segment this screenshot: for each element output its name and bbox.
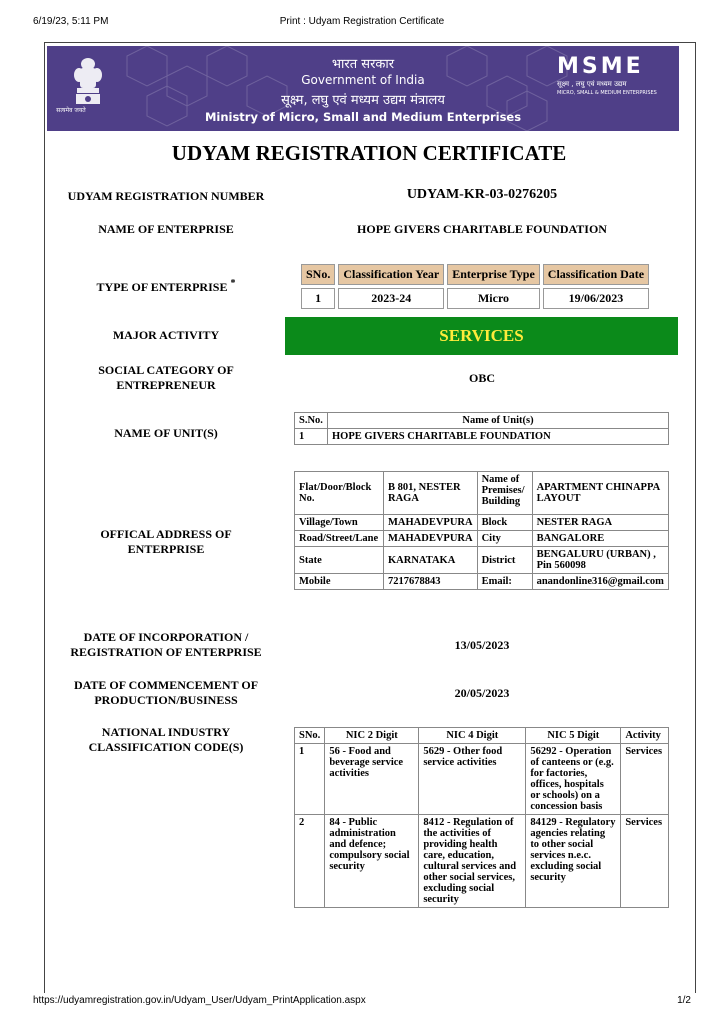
type-cell-date: 19/06/2023 [543, 288, 649, 309]
addr-district-label: District [477, 547, 532, 574]
type-header-type: Enterprise Type [447, 264, 540, 285]
table-row [295, 472, 669, 515]
addr-district-value: BENGALURU (URBAN) , Pin 560098 [532, 547, 668, 574]
social-category-label [51, 363, 281, 393]
table-row [295, 574, 669, 590]
msme-logo-english: MICRO, SMALL & MEDIUM ENTERPRISES [557, 90, 657, 96]
addr-flat-label: Flat/Door/Block No. [295, 472, 384, 515]
addr-village-label: Village/Town [295, 515, 384, 531]
type-header-date: Classification Date [543, 264, 649, 285]
print-page-number: 1/2 [677, 995, 691, 1006]
reg-number-label: UDYAM REGISTRATION NUMBER [67, 189, 265, 203]
units-cell-name: HOPE GIVERS CHARITABLE FOUNDATION [328, 429, 669, 445]
table-row [295, 531, 669, 547]
msme-logo [557, 55, 667, 97]
type-label [51, 276, 281, 295]
address-label-line1: OFFICAL ADDRESS OF [100, 527, 232, 541]
incorporation-label-line1: DATE OF INCORPORATION / [83, 630, 249, 644]
social-category-label-line2: ENTREPRENEUR [116, 378, 216, 392]
msme-logo-hindi: सूक्ष्म , लघु एवं मध्यम उद्यम [557, 80, 627, 88]
banner-line-hindi-1: भारत सरकार [331, 57, 395, 72]
social-category-value: OBC [468, 371, 495, 385]
units-header-name: Name of Unit(s) [328, 413, 669, 429]
addr-city-value: BANGALORE [532, 531, 668, 547]
units-table [294, 412, 669, 445]
addr-road-value: MAHADEVPURA [384, 531, 478, 547]
table-row [301, 288, 649, 309]
type-cell-type: Micro [447, 288, 540, 309]
commencement-label [51, 678, 281, 708]
commencement-date: 20/05/2023 [454, 686, 510, 700]
social-category-label-line1: SOCIAL CATEGORY OF [98, 363, 234, 377]
addr-state-value: KARNATAKA [384, 547, 478, 574]
type-header-year: Classification Year [338, 264, 444, 285]
addr-block-label: Block [477, 515, 532, 531]
commencement-label-line1: DATE OF COMMENCEMENT OF [73, 678, 259, 692]
units-table-header [295, 413, 669, 429]
table-row [295, 744, 669, 815]
nic-cell-2digit: 56 - Food and beverage service activities [325, 744, 419, 815]
incorporation-label [51, 630, 281, 660]
enterprise-name-value: HOPE GIVERS CHARITABLE FOUNDATION [357, 222, 607, 236]
type-asterisk: * [230, 278, 236, 289]
units-label: NAME OF UNIT(S) [114, 426, 218, 440]
nic-header-2digit: NIC 2 Digit [325, 728, 419, 744]
address-table [294, 471, 669, 590]
type-header-sno: SNo. [301, 264, 335, 285]
units-cell-sno: 1 [295, 429, 328, 445]
table-row [295, 815, 669, 908]
nic-header-sno: SNo. [295, 728, 325, 744]
units-header-sno: S.No. [295, 413, 328, 429]
emblem-caption: सत्यमेव जयते [56, 107, 86, 114]
nic-table-header [295, 728, 669, 744]
table-row [295, 429, 669, 445]
incorporation-date: 13/05/2023 [454, 638, 510, 652]
nic-cell-2digit: 84 - Public administration and defence; compulsory social security [325, 815, 419, 908]
addr-mobile-label: Mobile [295, 574, 384, 590]
nic-cell-activity: Services [621, 815, 669, 908]
commencement-label-line2: PRODUCTION/BUSINESS [94, 693, 238, 707]
table-row [295, 547, 669, 574]
nic-label [51, 725, 281, 755]
nic-label-line1: NATIONAL INDUSTRY [101, 725, 231, 739]
type-cell-sno: 1 [301, 288, 335, 309]
nic-label-line2: CLASSIFICATION CODE(S) [88, 740, 244, 754]
nic-header-activity: Activity [621, 728, 669, 744]
major-activity-value: SERVICES [285, 317, 678, 355]
nic-cell-5digit: 56292 - Operation of canteens or (e.g. for factories, offices, hospitals or schools) on a concession basis [526, 744, 621, 815]
msme-logo-text: MSME [557, 54, 644, 79]
type-cell-year: 2023-24 [338, 288, 444, 309]
nic-header-5digit: NIC 5 Digit [526, 728, 621, 744]
nic-cell-sno: 1 [295, 744, 325, 815]
nic-cell-sno: 2 [295, 815, 325, 908]
addr-road-label: Road/Street/Lane [295, 531, 384, 547]
type-table [298, 261, 652, 312]
reg-number-value: UDYAM-KR-03-0276205 [406, 187, 558, 202]
addr-village-value: MAHADEVPURA [384, 515, 478, 531]
addr-email-label: Email: [477, 574, 532, 590]
nic-cell-activity: Services [621, 744, 669, 815]
nic-cell-4digit: 8412 - Regulation of the activities of providing health care, education, cultural services and other social services, excluding social security [419, 815, 526, 908]
type-table-header [301, 264, 649, 285]
addr-email-value: anandonline316@gmail.com [532, 574, 668, 590]
table-row [295, 515, 669, 531]
enterprise-name-label: NAME OF ENTERPRISE [98, 222, 234, 236]
addr-premises-label: Name of Premises/ Building [477, 472, 532, 515]
addr-state-label: State [295, 547, 384, 574]
addr-premises-value: APARTMENT CHINAPPA LAYOUT [532, 472, 668, 515]
major-activity-label: MAJOR ACTIVITY [112, 328, 220, 342]
nic-cell-5digit: 84129 - Regulatory agencies relating to other social services n.e.c. excluding social security [526, 815, 621, 908]
print-datetime: 6/19/23, 5:11 PM [33, 16, 109, 27]
certificate-title: UDYAM REGISTRATION CERTIFICATE [171, 141, 567, 165]
print-url: https://udyamregistration.gov.in/Udyam_User/Udyam_PrintApplication.aspx [33, 995, 366, 1006]
addr-flat-value: B 801, NESTER RAGA [384, 472, 478, 515]
print-title: Print : Udyam Registration Certificate [279, 16, 445, 27]
type-label-text: TYPE OF ENTERPRISE [96, 280, 228, 294]
address-label [51, 527, 281, 557]
banner-line-government: Government of India [301, 73, 425, 87]
nic-cell-4digit: 5629 - Other food service activities [419, 744, 526, 815]
nic-header-4digit: NIC 4 Digit [419, 728, 526, 744]
banner-line-hindi-2: सूक्ष्म, लघु एवं मध्यम उद्यम मंत्रालय [281, 93, 445, 108]
nic-table [294, 727, 669, 908]
address-label-line2: ENTERPRISE [127, 542, 205, 556]
ministry-banner [47, 46, 679, 131]
addr-city-label: City [477, 531, 532, 547]
addr-block-value: NESTER RAGA [532, 515, 668, 531]
banner-line-ministry: Ministry of Micro, Small and Medium Enterprises [204, 110, 522, 124]
addr-mobile-value: 7217678843 [384, 574, 478, 590]
incorporation-label-line2: REGISTRATION OF ENTERPRISE [70, 645, 262, 659]
